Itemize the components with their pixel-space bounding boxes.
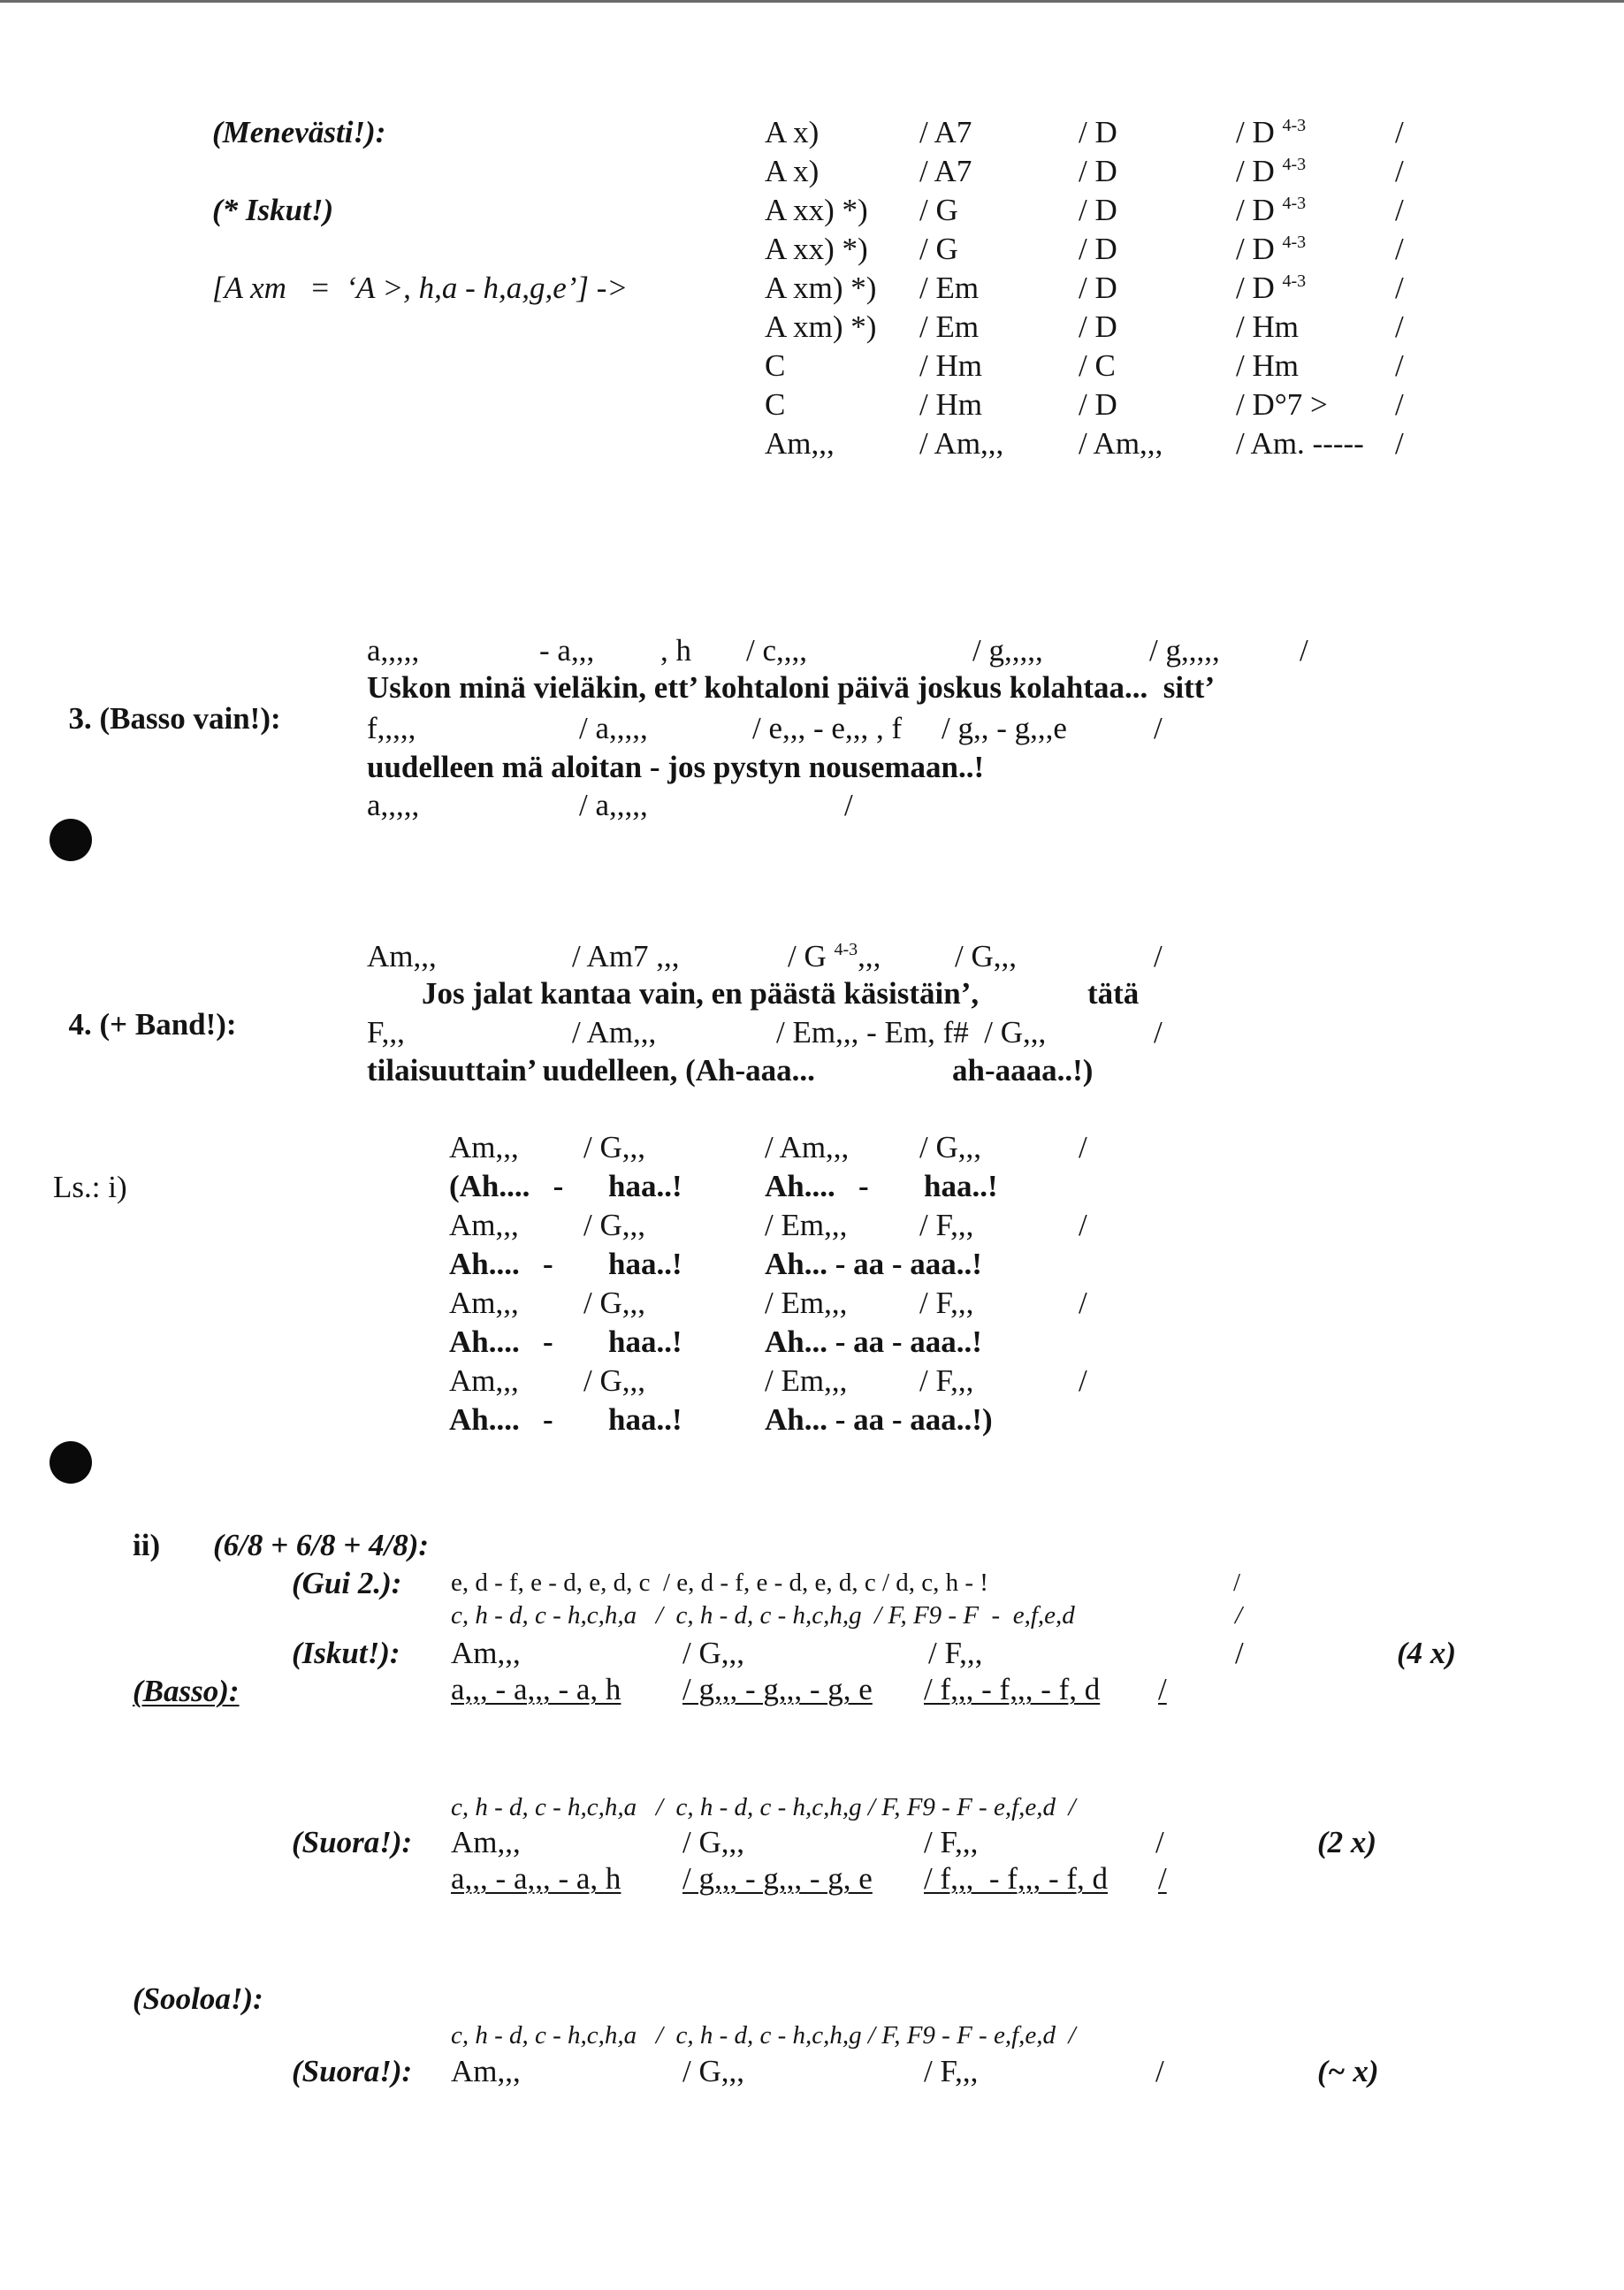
chord: Am,,, [451,1825,521,1859]
chord-text: / D [1236,154,1275,188]
ls-chord: / F,,, [919,1208,974,1242]
chord-text: A x) [765,115,820,149]
chord: Am,,, [451,1636,521,1670]
ls-lyric: Ah... - aa - aaa..!) [765,1402,993,1437]
repeat-4x: (4 x) [1397,1636,1457,1670]
suora-bass-line [451,1861,1167,2018]
chord-sup: 4-3 [1282,271,1307,291]
part-ii-meter: (6/8 + 6/8 + 4/8): [213,1528,430,1562]
gui-label: (Gui 2.): [292,1566,402,1600]
note: - a,,, [539,633,595,668]
chord-suffix: ,,, [858,939,881,973]
note: / g,, - g,,,e [942,711,1067,745]
section1-chord [1079,350,1116,381]
verse3-label-text: 3. (Basso vain!): [68,701,281,736]
ls-chord: Am,,, [449,1208,519,1242]
section1-chord [1079,272,1117,303]
chord-text: / G [919,193,958,227]
chord-text: / D [1079,271,1117,305]
chord-text: / D [1079,232,1117,266]
riff-line: c, h - d, c - h,c,h,a / c, h - d, c - h,c,h,g / F, F9 - F - e,f,e,d [451,1601,1075,1630]
suora2-label: (Suora!): [292,2054,413,2088]
section1-chord [1395,272,1404,303]
section1-chord [1079,428,1163,459]
chord: / [1155,2054,1164,2088]
section1-chord [765,195,868,225]
section1-chord [765,389,785,420]
ls-chord: Am,,, [449,1363,519,1398]
section1-chord [1236,195,1306,225]
chord-text: / C [1079,348,1116,383]
repeat-2x: (2 x) [1317,1825,1377,1859]
section1-chord [919,195,958,225]
section1-label: (Menevästi!): [212,115,386,149]
note: / c,,,, [746,633,808,668]
chord-text: A xx) *) [765,232,868,266]
bass-cell: / f,,, - f,,, - f, d [924,1861,1109,1896]
section1-chord [919,389,982,420]
chord-text: / [1395,426,1404,461]
ls-chord: / [1079,1286,1087,1320]
chord-text: / D [1236,115,1275,149]
chord: / F,,, [924,2054,979,2088]
verse3-lyric-2: uudelleen mä aloitan - jos pystyn nousemaan..! [367,750,985,784]
chord: / [1235,1636,1244,1670]
chord-text: / D [1079,115,1117,149]
note: / [844,788,853,822]
chord: / F,,, [924,1825,979,1859]
chord: / [1154,1015,1163,1050]
verse4-label-text: 4. (+ Band!): [68,1007,237,1042]
chord-text: / [1395,193,1404,227]
ls-chord: Am,,, [449,1130,519,1164]
suora2-chords [451,2054,1164,2210]
chord-text: / [1395,271,1404,305]
chord-text: / Am,,, [919,426,1004,461]
chord-text: / [1395,115,1404,149]
ls-chord: / G,,, [583,1363,645,1398]
chord-text: / D [1236,193,1275,227]
verse3-lyric-1: Uskon minä vieläkin, ett’ kohtaloni päivä joskus kolahtaa... sitt’ [367,670,1216,705]
margin-dot-marker-2 [50,1441,92,1484]
margin-dot-marker [50,819,92,861]
chord: / [1155,1825,1164,1859]
chord-text: / A7 [919,154,972,188]
verse3-label [53,672,281,734]
chord-sup: 4-3 [1282,194,1307,213]
ls-lyric: haa..! [608,1169,682,1203]
section1-chord [919,272,979,303]
chord: / G [788,939,827,973]
bass-cell: / [1158,1672,1167,1706]
chord-sup: 4-3 [1282,155,1307,174]
section1-chord [919,311,979,342]
chord: / G,,, [682,1825,744,1859]
note: / e,,, - e,,, , f [752,711,903,745]
chord-text: / A7 [919,115,972,149]
part-ii-label: ii) [133,1528,161,1562]
section1-chord [1236,272,1306,303]
ls-lyric: haa..! [608,1324,682,1359]
chord-text: A xm) *) [765,309,877,344]
section1-chord [1236,156,1306,187]
ls-chord: / G,,, [583,1130,645,1164]
section1-chord [1079,117,1117,148]
chord: F,,, [367,1015,405,1050]
section1-chord [1395,311,1404,342]
section1-chord [765,272,876,303]
ls-chord: / G,,, [919,1130,981,1164]
section1-chord [1236,428,1364,459]
note: / a,,,,, [579,711,648,745]
section1-chord [1395,195,1404,225]
section1-chord [1236,389,1328,420]
ls-chord: / [1079,1130,1087,1164]
chord: / G,,, [955,939,1017,973]
chord: Am,,, [451,2054,521,2088]
section1-chord [765,117,819,148]
section1-chord [765,233,868,264]
chord-text: / D [1079,193,1117,227]
chord-sup: 4-3 [834,940,858,959]
note: / [1154,711,1163,745]
section1-chord [1236,311,1299,342]
verse4-label [53,978,237,1040]
bass-cell: / [1158,1861,1167,1896]
chord: / Em,,, - Em, f# / G,,, [776,1015,1047,1050]
section1-chord [919,350,982,381]
sooloa-riff: c, h - d, c - h,c,h,a / c, h - d, c - h,c,h,g / F, F9 - F - e,f,e,d / [451,2021,1076,2050]
chord: / G,,, [682,1636,744,1670]
bass-cell: a,,, - a,,, - a, h [451,1861,621,1896]
chord: Am,,, [367,939,437,973]
verse4-lyric-1b: tätä [1087,976,1140,1011]
ls-lyric: haa..! [608,1247,682,1281]
chord-text: / D [1236,232,1275,266]
note: a,,,,, [367,633,420,668]
ls-lyric: Ah.... - [449,1402,553,1437]
ls-chord: / Em,,, [765,1363,848,1398]
section1-chord [919,156,972,187]
section1-chord [919,233,958,264]
chord: / Am,,, [572,1015,657,1050]
chord-text: / [1395,309,1404,344]
chord-text: A x) [765,154,820,188]
section1-chord [765,428,835,459]
ls-lyric: (Ah.... - [449,1169,564,1203]
iskut-label: (Iskut!): [292,1636,400,1670]
ls-lyric: Ah.... - [449,1324,553,1359]
chord-sup: 4-3 [1282,233,1307,252]
ls-lyric: Ah.... - [449,1247,553,1281]
repeat-tilde-x: (~ x) [1317,2054,1379,2088]
section1-chord [1079,311,1117,342]
note: f,,,,, [367,711,416,745]
section1-chord [1079,389,1117,420]
section1-chord [919,117,972,148]
sooloa-label: (Sooloa!): [133,1981,263,2016]
ls-lyric: haa..! [924,1169,998,1203]
chord-text: / Hm [1236,348,1299,383]
chord-sup: 4-3 [1282,116,1307,135]
verse3-notes-3 [367,788,853,913]
chord-text: / D [1079,309,1117,344]
chord-text: A xm) *) [765,271,877,305]
note: , h [660,633,691,668]
riff-slash: / [1235,1601,1243,1630]
note: / g,,,,, [1149,633,1220,668]
bass-cell: a,,, - a,,, - a, h [451,1672,621,1706]
chord-text: / Am. ----- [1236,426,1364,461]
chord-text: / Hm [919,348,982,383]
chord-text: / Hm [1236,309,1299,344]
suora-label: (Suora!): [292,1825,413,1859]
ls-chord: / G,,, [583,1286,645,1320]
section1-chord [1395,117,1404,148]
note: / a,,,,, [579,788,648,822]
chord: / G,,, [682,2054,744,2088]
chord-text: / D [1236,271,1275,305]
chord: / [1154,939,1163,973]
ls-chord: / F,,, [919,1286,974,1320]
chord-text: / [1395,348,1404,383]
section1-label: [A xm = ‘A >, h,a - h,a,g,e’] -> [212,271,629,305]
gui-line: e, d - f, e - d, e, d, c / e, d - f, e - d, e, d, c / d, c, h - ! [451,1569,988,1597]
note: / g,,,,, [972,633,1043,668]
section1-chord [1236,117,1306,148]
chord-text: / Em [919,271,980,305]
ls-chord: / Em,,, [765,1286,848,1320]
ls-lyric: haa..! [608,1402,682,1437]
ls-label: Ls.: i) [53,1170,127,1204]
ls-lyric: Ah... - aa - aaa..! [765,1247,982,1281]
section1-chord [1079,156,1117,187]
verse4-lyric-1a: Jos jalat kantaa vain, en päästä käsistäin’, [422,976,980,1011]
ls-chord: / Em,,, [765,1208,848,1242]
ls-chord: / G,,, [583,1208,645,1242]
gui-slash: / [1233,1569,1241,1597]
ls-lyric: Ah... - aa - aaa..! [765,1324,982,1359]
section1-chord [919,428,1003,459]
bass-cell: / f,,, - f,,, - f, d [924,1672,1101,1706]
basso-label: (Basso): [133,1674,240,1708]
chord-text: A xx) *) [765,193,868,227]
section1-chord [1395,389,1404,420]
chord-text: C [765,348,786,383]
ls-chord: / Am,,, [765,1130,850,1164]
ls-chord: / [1079,1208,1087,1242]
chord: / F,,, [928,1636,983,1670]
section1-chord [765,350,785,381]
chord-text: Am,,, [765,426,835,461]
ls-chord: / [1079,1363,1087,1398]
chord-text: / G [919,232,958,266]
note: / [1300,633,1308,668]
section1-chord [1236,233,1306,264]
verse4-lyric-2b: ah-aaaa..!) [952,1053,1094,1088]
chord-text: / Hm [919,387,982,422]
chord-with-sup [788,941,881,972]
section1-chord [1395,350,1404,381]
bass-cell: / g,,, - g,,, - g, e [682,1861,873,1896]
chord: / Am7 ,,, [572,939,680,973]
chord-text: / Am,,, [1079,426,1163,461]
section1-chord [1395,428,1404,459]
chord-text: / D [1079,387,1117,422]
note: a,,,,, [367,788,420,822]
chord-text: / D°7 > [1236,387,1328,422]
section1-chord [765,311,876,342]
section1-chord [1079,233,1117,264]
chord-text: / [1395,232,1404,266]
ls-chord: Am,,, [449,1286,519,1320]
chord-text: / [1395,387,1404,422]
section1-chord [1079,195,1117,225]
chord-text: C [765,387,786,422]
bass-cell: / g,,, - g,,, - g, e [682,1672,873,1706]
ls-chord: / F,,, [919,1363,974,1398]
ls-lyric: Ah.... - [765,1169,869,1203]
scan-top-edge [0,0,1624,3]
verse4-lyric-2a: tilaisuuttain’ uudelleen, (Ah-aaa... [367,1053,815,1088]
section1-chord [765,156,819,187]
section1-label: (* Iskut!) [212,193,334,227]
chord-text: / [1395,154,1404,188]
section1-chord [1395,233,1404,264]
section1-chord [1236,350,1299,381]
chord-text: / D [1079,154,1117,188]
chord-text: / Em [919,309,980,344]
section1-chord [1395,156,1404,187]
suora-riff: c, h - d, c - h,c,h,a / c, h - d, c - h,c,h,g / F, F9 - F - e,f,e,d / [451,1793,1076,1821]
